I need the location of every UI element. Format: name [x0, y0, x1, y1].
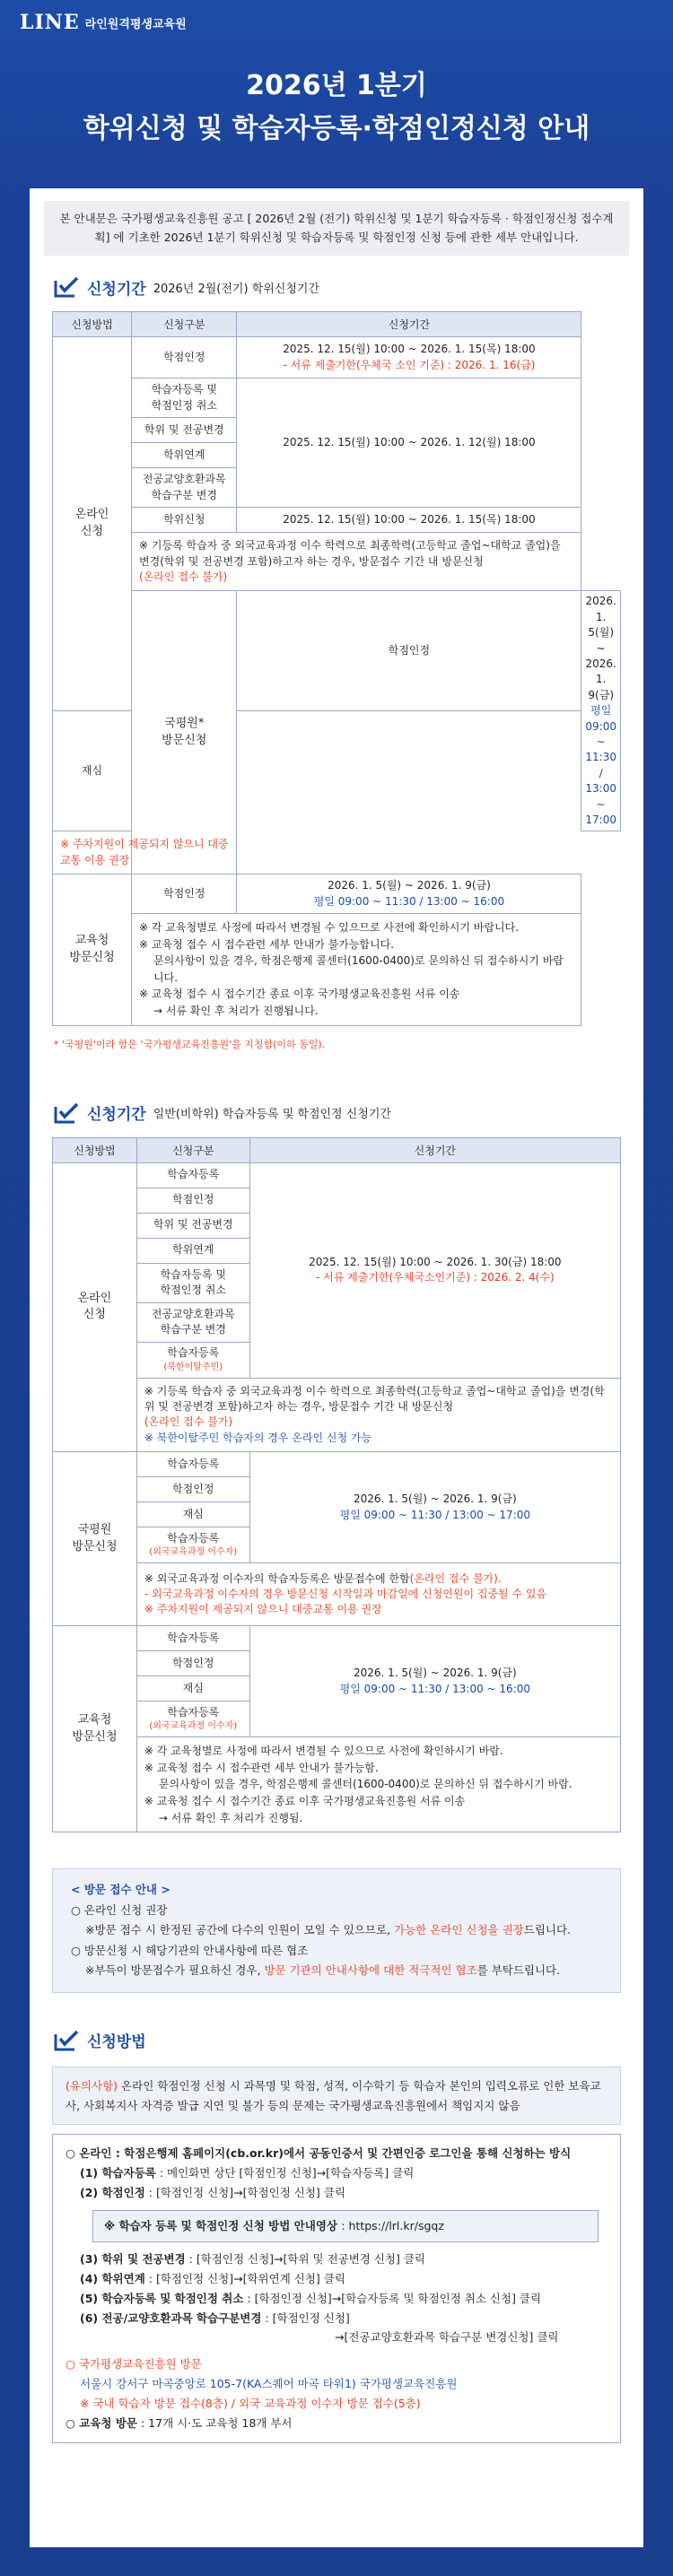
- visit-note3: ※ 주차지원이 제공되지 않으니 대중교통 이용 권장: [144, 1603, 382, 1616]
- online-note: ※ 기등록 학습자 중 외국교육과정 이수 학력으로 최종학력(고등학교 졸업~대학교 졸업)을 변경(학위 및 전공변경 포함)하고자 하는 경우, 방문접수 기간 내 방문신청: [139, 539, 561, 568]
- period-credit: 2025. 12. 15(월) 10:00 ~ 2026. 1. 15(목) 18:00: [283, 343, 536, 356]
- method-office: 교육청 방문신청: [53, 1626, 137, 1832]
- type-online-nk-sub: (북한이탈주민): [163, 1362, 223, 1372]
- method-online: 온라인 신청: [53, 337, 132, 711]
- type-degree-apply: 학위신청: [132, 508, 237, 533]
- visit-parking-note: ※ 주차지원이 제공되지 않으니 대중교통 이용 권장: [53, 831, 237, 875]
- type-register-cancel: 학습자등록 및 학점인정 취소: [132, 379, 237, 418]
- online-note-red: (온라인 접수 불가): [139, 570, 228, 584]
- type-visit-credit: 학점인정: [237, 591, 581, 711]
- video-guide-url[interactable]: : https://lrl.kr/sgqz: [341, 2219, 444, 2233]
- step5-text: : [학점인정 신청]→[학습자등록 및 학점인정 취소 신청] 클릭: [243, 2291, 542, 2305]
- notice-line2-red: 가능한 온라인 신청을 권장: [394, 1923, 524, 1937]
- header: [0, 0, 673, 179]
- visit-note2: - 외국교육과정 이수자의 경우 방문신청 시작일과 마감일에 신청인원이 집중될 수 있음: [144, 1587, 547, 1600]
- col-period: 신청기간: [249, 1137, 620, 1162]
- notice-line1: ○ 온라인 신청 권장: [71, 1902, 168, 1917]
- period-online: 2025. 12. 15(월) 10:00 ~ 2026. 1. 30(금) 18:00: [309, 1255, 562, 1268]
- section3-head: [30, 2025, 643, 2056]
- step3-label: (3) 학위 및 전공변경: [80, 2251, 186, 2266]
- period-degree-apply: 2025. 12. 15(월) 10:00 ~ 2026. 1. 15(목) 18:00: [237, 508, 581, 533]
- warning-label: (유의사항): [66, 2078, 118, 2093]
- type-subject-change: 전공교양호환과목 학습구분 변경: [132, 468, 237, 508]
- notice-line2: ※방문 접수 시 한정된 공간에 다수의 인원이 모일 수 있으므로,: [85, 1923, 391, 1937]
- type-office-foreign-sub: (외국교육과정 이수자): [149, 1721, 238, 1732]
- period-visit: 2026. 1. 5(월) ~ 2026. 1. 9(금): [585, 595, 616, 701]
- type-major-change: 학위 및 전공변경: [132, 418, 237, 443]
- step1-label: (1) 학습자등록: [80, 2166, 156, 2180]
- logo[interactable]: [20, 11, 187, 34]
- notice-line4-end: 를 부탁드립니다.: [476, 1963, 561, 1978]
- content-card: [30, 188, 643, 2547]
- type-online-2: 학위 및 전공변경: [136, 1213, 249, 1238]
- period-office: 2026. 1. 5(월) ~ 2026. 1. 9(금): [328, 879, 491, 892]
- time-visit: 평일 09:00 ~ 11:30 / 13:00 ~ 17:00: [339, 1508, 531, 1521]
- check-icon: [53, 1101, 80, 1125]
- step3-text: : [학점인정 신청]→[학위 및 전공변경 신청] 클릭: [185, 2251, 426, 2266]
- type-office-2: 재심: [136, 1676, 249, 1701]
- degree-period-table: [52, 311, 621, 1025]
- period-group: 2025. 12. 15(월) 10:00 ~ 2026. 1. 12(월) 18:00: [237, 379, 581, 508]
- time-visit: 평일 09:00 ~ 11:30 / 13:00 ~ 17:00: [585, 704, 616, 826]
- type-office-credit: 학점인정: [132, 875, 237, 914]
- type-online-nk: 학습자등록: [167, 1346, 220, 1360]
- notice-line2-end: 드립니다.: [523, 1923, 572, 1937]
- col-period: 신청기간: [237, 312, 581, 337]
- online-note-blue: ※ 북한이탈주민 학습자의 경우 온라인 신청 가능: [144, 1431, 372, 1444]
- type-office-1: 학점인정: [136, 1651, 249, 1676]
- type-credit: 학점인정: [132, 337, 237, 379]
- office-note2: ※ 교육청 접수 시 접수관련 세부 안내가 불가능합니다.: [139, 937, 395, 951]
- logo-mark: LINE: [20, 11, 80, 34]
- notice-title: < 방문 접수 안내 >: [71, 1883, 170, 1897]
- type-visit-0: 학습자등록: [136, 1452, 249, 1477]
- section1-title: 신청기간: [87, 280, 146, 299]
- visit-floor-note: ※ 국내 학습자 방문 접수(8층) / 외국 교육과정 이수자 방문 접수(5층): [80, 2397, 421, 2411]
- type-visit-foreign: 학습자등록: [167, 1531, 220, 1545]
- type-online-1: 학점인정: [136, 1188, 249, 1213]
- method-visit: 국평원* 방문신청: [132, 591, 237, 875]
- visit-note1-red: (온라인 접수 불가).: [409, 1571, 502, 1585]
- check-icon: [53, 2029, 80, 2052]
- warning-text: 온라인 학점인정 신청 시 과목명 및 학점, 성적, 이수학기 등 학습자 본인의 입력오류로 인한 보육교사, 사회복지사 자격증 발급 지연 및 불가 등의 문제는 국가평생교육진흥원에서 책임지지 않음: [66, 2078, 601, 2112]
- page-title-line2: 학위신청 및 학습자등록·학점인정신청 안내: [83, 113, 590, 144]
- type-online-4: 학습자등록 및 학점인정 취소: [136, 1263, 249, 1302]
- page-title-line1: 2026년 1분기: [246, 70, 427, 101]
- office-note3: 문의사항이 있을 경우, 학점은행제 콜센터(1600-0400)로 문의하신 뒤 접수하시기 바람.: [158, 1778, 572, 1791]
- type-office-foreign: 학습자등록: [167, 1705, 220, 1719]
- deadline-credit: - 서류 제출기한(우체국 소인 기준) : 2026. 1. 16(금): [283, 358, 536, 371]
- period-visit: 2026. 1. 5(월) ~ 2026. 1. 9(금): [353, 1493, 517, 1506]
- type-online-5: 전공교양호환과목 학습구분 변경: [136, 1302, 249, 1342]
- general-period-table: [52, 1137, 621, 1833]
- type-degree-link: 학위연계: [132, 443, 237, 468]
- step2-label: (2) 학점인정: [80, 2186, 145, 2200]
- section1-head: [30, 272, 643, 302]
- type-visit-foreign-sub: (외국교육과정 이수자): [149, 1547, 238, 1558]
- type-online-0: 학습자등록: [136, 1162, 249, 1188]
- method-office: 교육청 방문신청: [53, 875, 132, 1026]
- office-note4: ※ 교육청 접수 시 접수기간 종료 이후 국가평생교육진흥원 서류 이송: [139, 988, 460, 1001]
- office-note3: 문의사항이 있을 경우, 학점은행제 콜센터(1600-0400)로 문의하신 뒤 접수하시기 바랍니다.: [153, 954, 564, 984]
- type-online-3: 학위연계: [136, 1238, 249, 1263]
- notice-line3: ○ 방문신청 시 해당기관의 안내사항에 따른 협조: [71, 1943, 309, 1957]
- col-method: 신청방법: [53, 1137, 137, 1162]
- col-method: 신청방법: [53, 312, 132, 337]
- office-note1: ※ 각 교육청별로 사정에 따라서 변경될 수 있으므로 사전에 확인하시기 바람.: [144, 1745, 503, 1758]
- type-office-0: 학습자등록: [136, 1626, 249, 1651]
- section2-subtitle: 일반(비학위) 학습자등록 및 학점인정 신청기간: [153, 1108, 391, 1122]
- footnote: * '국평원'이라 함은 '국가평생교육진흥원'을 지칭함(이하 동일).: [54, 1038, 326, 1050]
- step6-text: : [학점인정 신청]: [261, 2311, 350, 2325]
- section2-title: 신청기간: [87, 1106, 146, 1125]
- video-guide-label: ※ 학습자 등록 및 학점인정 신청 방법 안내영상: [104, 2219, 337, 2233]
- method-visit: 국평원 방문신청: [53, 1452, 137, 1626]
- visit-address: 서울시 강서구 마곡중앙로 105-7(KA스퀘어 마곡 타워1) 국가평생교육진흥원: [80, 2377, 458, 2391]
- visit-notice-box: [52, 1868, 621, 1993]
- office-note5: → 서류 확인 후 처리가 진행됨.: [158, 1811, 303, 1824]
- office-note2: ※ 교육청 접수 시 접수관련 세부 안내가 불가능함.: [144, 1761, 379, 1774]
- step1-text: : 메인화면 상단 [학점인정 신청]→[학습자등록] 클릭: [155, 2166, 415, 2180]
- office-method-text: : 17개 시·도 교육청 18개 부서: [137, 2415, 293, 2430]
- visit-note1: ※ 외국교육과정 이수자의 학습자등록은 방문접수에 한함: [144, 1571, 410, 1585]
- section1-subtitle: 2026년 2월(전기) 학위신청기간: [153, 282, 320, 296]
- section2-head: [30, 1098, 643, 1128]
- step4-text: : [학점인정 신청]→[학위연계 신청] 클릭: [144, 2271, 345, 2285]
- visit-method-title: ○ 국가평생교육진흥원 방문: [66, 2357, 202, 2371]
- logo-text: 라인원격평생교육원: [84, 17, 187, 31]
- time-office: 평일 09:00 ~ 11:30 / 13:00 ~ 16:00: [339, 1682, 531, 1695]
- type-visit-retry: 재심: [53, 711, 132, 831]
- step6-text-cont: →[전공교양호환과목 학습구분 변경신청] 클릭: [335, 2330, 559, 2345]
- online-note-red: (온라인 접수 불가): [144, 1415, 232, 1429]
- online-method-title: ○ 온라인 : 학점은행제 홈페이지(cb.or.kr)에서 공동인증서 및 간편인증 로그인을 통해 신청하는 방식: [66, 2146, 572, 2161]
- type-visit-1: 학점인정: [136, 1477, 249, 1502]
- col-type: 신청구분: [136, 1137, 249, 1162]
- intro-text: 본 안내문은 국가평생교육진흥원 공고 [ 2026년 2월 (전기) 학위신청 및 1분기 학습자등록 · 학점인정신청 접수계획] 에 기초한 2026년 1분기 학위신청 및 학습자등록 및 학점인정 신청 등에 관한 세부 안내입니다.: [44, 201, 629, 256]
- method-online: 온라인 신청: [53, 1162, 137, 1452]
- office-note4: ※ 교육청 접수 시 접수기간 종료 이후 국가평생교육진흥원 서류 이송: [144, 1794, 466, 1807]
- step5-label: (5) 학습자등록 및 학점인정 취소: [80, 2291, 244, 2305]
- col-type: 신청구분: [132, 312, 237, 337]
- step6-label: (6) 전공/교양호환과목 학습구분변경: [80, 2311, 262, 2325]
- office-note5: → 서류 확인 후 처리가 진행됩니다.: [153, 1005, 319, 1018]
- deadline-online: - 서류 제출기한(우체국소인기준) : 2026. 2. 4(수): [315, 1271, 555, 1284]
- period-office: 2026. 1. 5(월) ~ 2026. 1. 9(금): [353, 1667, 517, 1680]
- step4-label: (4) 학위연계: [80, 2271, 145, 2285]
- warning-box: [52, 2067, 621, 2126]
- type-visit-2: 재심: [136, 1502, 249, 1527]
- notice-line4-red: 방문 기관의 안내사항에 대한 적극적인 협조: [264, 1963, 477, 1978]
- method-steps: [52, 2134, 621, 2442]
- online-note: ※ 기등록 학습자 중 외국교육과정 이수 학력으로 최종학력(고등학교 졸업~대학교 졸업)을 변경(학위 및 전공변경 포함)하고자 하는 경우, 방문접수 기간 내 방문신청: [144, 1384, 605, 1414]
- time-office: 평일 09:00 ~ 11:30 / 13:00 ~ 16:00: [313, 894, 505, 908]
- video-guide-box[interactable]: [92, 2210, 599, 2242]
- section3-title: 신청방법: [87, 2033, 146, 2052]
- step2-text: : [학점인정 신청]→[학점인정 신청] 클릭: [144, 2186, 345, 2200]
- office-note1: ※ 각 교육청별로 사정에 따라서 변경될 수 있으므로 사전에 확인하시기 바랍니다.: [139, 921, 519, 935]
- office-method-label: ○ 교육청 방문: [66, 2415, 137, 2430]
- check-icon: [53, 275, 80, 299]
- notice-line4: ※부득이 방문접수가 필요하신 경우,: [85, 1963, 261, 1978]
